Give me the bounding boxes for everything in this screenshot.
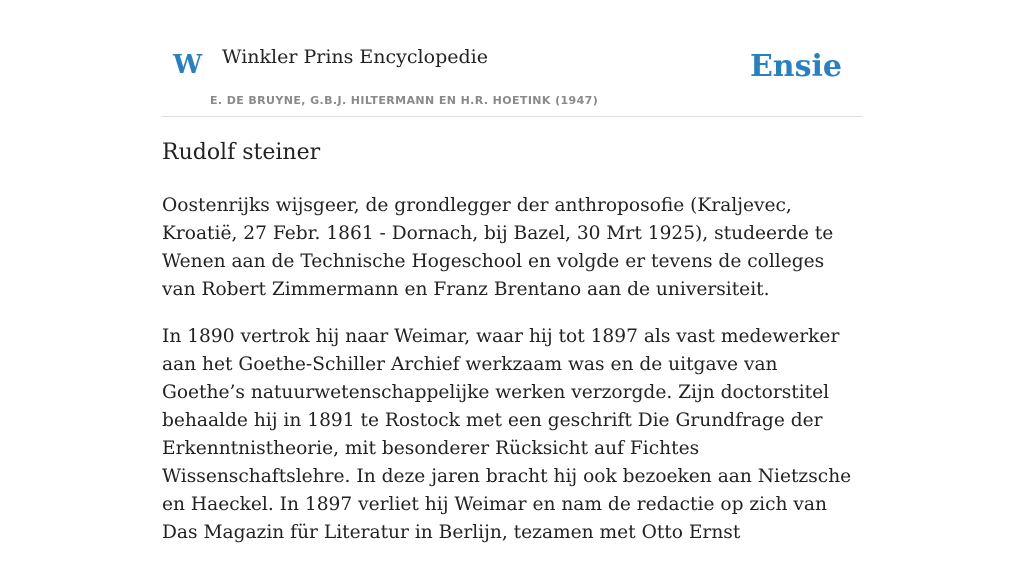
article-body — [162, 192, 862, 566]
ensie-logo[interactable]: Ensie — [749, 49, 842, 84]
article-title: Rudolf steiner — [162, 140, 321, 165]
source-logo[interactable]: W — [173, 50, 203, 80]
site-header — [162, 0, 862, 117]
source-title[interactable]: Winkler Prins Encyclopedie — [222, 46, 488, 68]
article-paragraph: Oostenrijks wijsgeer, de grondlegger der anthroposofie (Kraljevec, Kroatië, 27 Febr. 1861 - Dornach, bij Bazel, 30 Mrt 1925), studeerde te Wenen aan de Technische Hogeschool en volgde er tevens de colleges van Robert Zimmermann en Franz Brentano aan de universiteit. — [162, 195, 834, 300]
source-authors: E. DE BRUYNE, G.B.J. HILTERMANN EN H.R. HOETINK (1947) — [210, 94, 599, 107]
article-paragraph: In 1890 vertrok hij naar Weimar, waar hij tot 1897 als vast medewerker aan het Goethe-Schiller Archief werkzaam was en de uitgave van Goethe’s natuurwetenschappelijke werken verzorgde. Zijn doctorstitel behaalde hij in 1891 te Rostock met een geschrift Die Grundfrage der Erkenntnistheorie, mit besonderer Rücksicht auf Fichtes Wissenschaftslehre. In deze jaren bracht hij ook bezoeken aan Nietzsche en Haeckel. In 1897 verliet hij Weimar en nam de redactie op zich van Das Magazin für Literatur in Berlijn, tezamen met Otto Ernst — [162, 326, 852, 543]
